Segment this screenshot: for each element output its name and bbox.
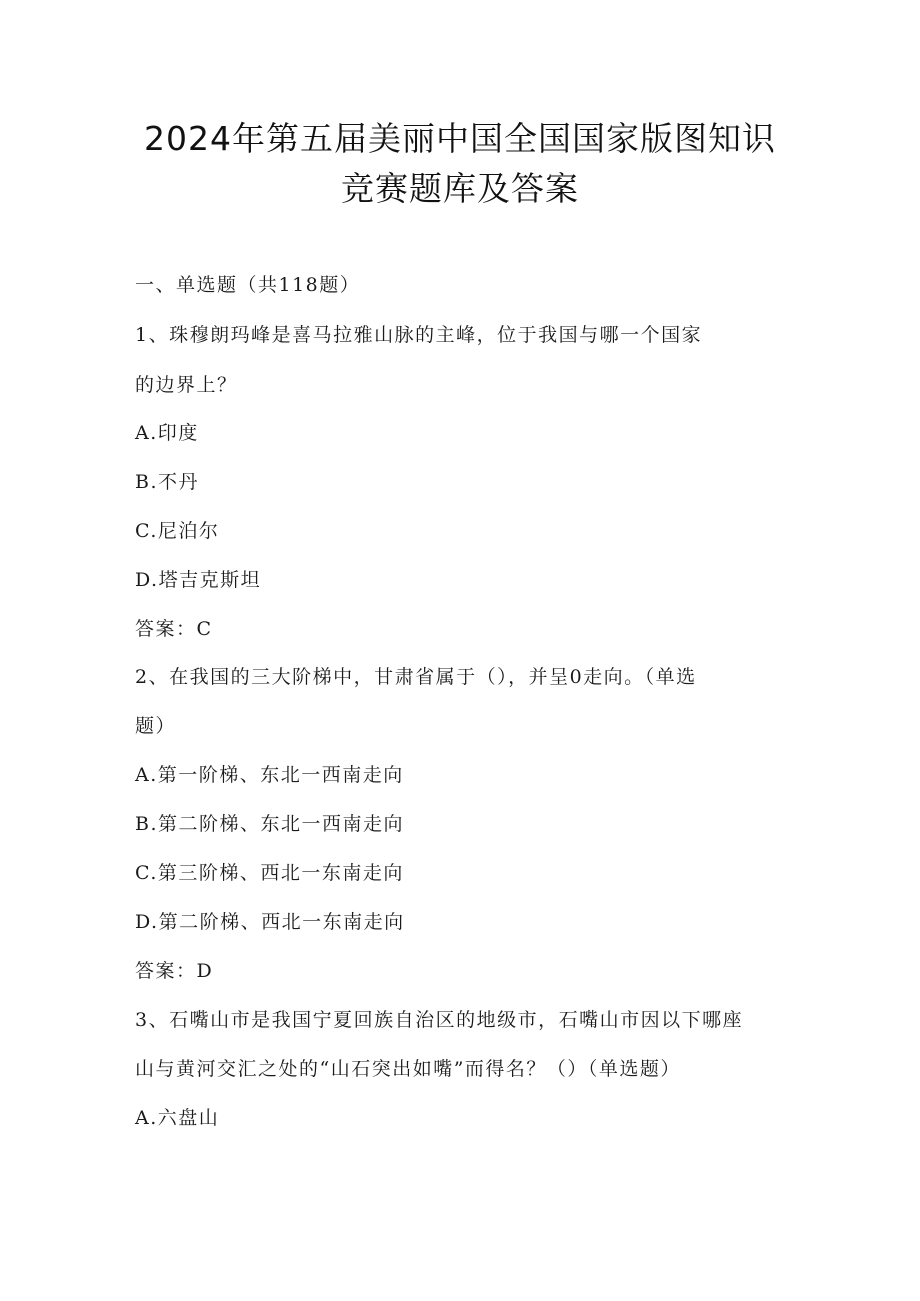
question-1-option-b: B.不丹 bbox=[135, 471, 200, 493]
question-3-stem: 3、石嘴山市是我国宁夏回族自治区的地级市，石嘴山市因以下哪座 bbox=[135, 1009, 744, 1031]
question-1-option-d: D.塔吉克斯坦 bbox=[135, 569, 262, 591]
question-2-answer: 答案：D bbox=[135, 960, 214, 982]
question-2-option-b: B.第二阶梯、东北一西南走向 bbox=[135, 813, 405, 835]
question-2-stem: 2、在我国的三大阶梯中，甘肃省属于（），并呈0走向。（单选 bbox=[135, 666, 697, 688]
document-title-line-1: 2024年第五届美丽中国全国国家版图知识 bbox=[144, 119, 776, 158]
question-1-answer: 答案：C bbox=[135, 618, 213, 640]
section-heading: 一、单选题（共118题） bbox=[135, 274, 361, 296]
question-1-stem-cont: 的边界上？ bbox=[135, 374, 238, 396]
question-3-stem-cont: 山与黄河交汇之处的“山石突出如嘴”而得名？（）（单选题） bbox=[135, 1058, 681, 1080]
question-2-option-a: A.第一阶梯、东北一西南走向 bbox=[135, 764, 404, 786]
question-3-option-a: A.六盘山 bbox=[135, 1107, 220, 1129]
question-1-option-c: C.尼泊尔 bbox=[135, 520, 220, 542]
document-title-line-2: 竞赛题库及答案 bbox=[341, 169, 579, 208]
question-2-stem-cont: 题） bbox=[135, 715, 177, 737]
question-1-stem: 1、珠穆朗玛峰是喜马拉雅山脉的主峰，位于我国与哪一个国家 bbox=[135, 324, 703, 346]
question-2-option-c: C.第三阶梯、西北一东南走向 bbox=[135, 862, 404, 884]
question-1-option-a: A.印度 bbox=[135, 422, 199, 444]
question-2-option-d: D.第二阶梯、西北一东南走向 bbox=[135, 911, 405, 933]
